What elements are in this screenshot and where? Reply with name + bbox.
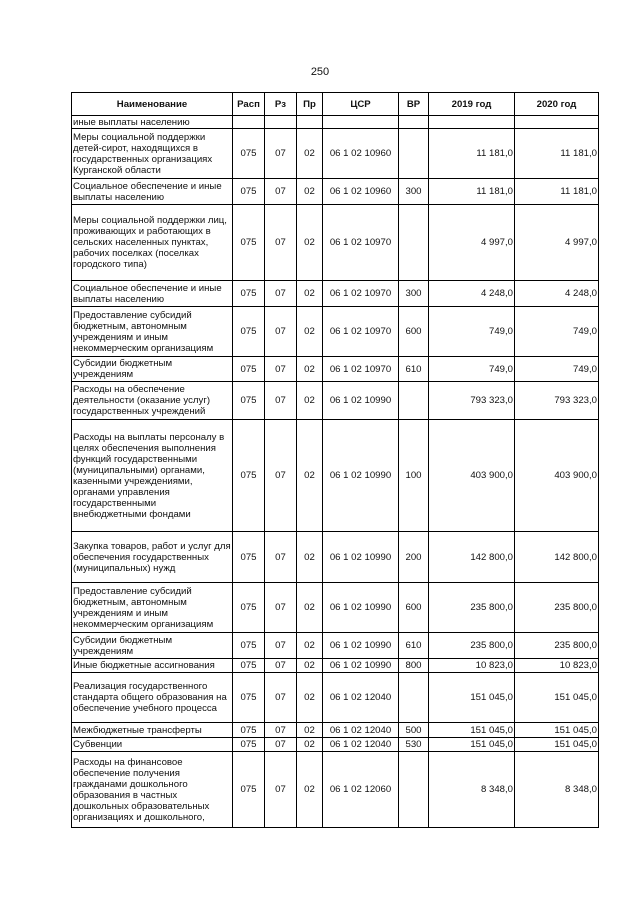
row-name: Социальное обеспечение и иные выплаты населению — [72, 281, 233, 307]
row-rz: 07 — [265, 723, 297, 738]
table-row — [72, 532, 599, 583]
table-header — [72, 93, 599, 116]
row-rasp: 075 — [233, 723, 265, 738]
row-vr: 610 — [399, 633, 429, 659]
row-pr: 02 — [297, 723, 323, 738]
row-2019: 235 800,0 — [429, 583, 515, 633]
row-rz: 07 — [265, 129, 297, 179]
row-2019: 11 181,0 — [429, 179, 515, 205]
row-pr: 02 — [297, 281, 323, 307]
header-2020: 2020 год — [515, 93, 599, 116]
row-rasp: 075 — [233, 382, 265, 420]
table-row — [72, 205, 599, 281]
row-vr — [399, 382, 429, 420]
row-rasp: 075 — [233, 307, 265, 357]
row-2019: 4 997,0 — [429, 205, 515, 281]
row-2020: 10 823,0 — [515, 659, 599, 673]
row-csr: 06 1 02 12060 — [323, 752, 399, 828]
page-number: 250 — [310, 66, 330, 78]
row-rz: 07 — [265, 179, 297, 205]
row-2020: 235 800,0 — [515, 633, 599, 659]
row-csr: 06 1 02 10990 — [323, 420, 399, 532]
row-rz: 07 — [265, 532, 297, 583]
row-2019: 151 045,0 — [429, 673, 515, 723]
row-name: Предоставление субсидий бюджетным, автономным учреждениям и иным некоммерческим организациям — [72, 307, 233, 357]
row-rz: 07 — [265, 752, 297, 828]
row-rz: 07 — [265, 738, 297, 752]
row-2020 — [515, 116, 599, 129]
row-pr: 02 — [297, 673, 323, 723]
row-2019: 8 348,0 — [429, 752, 515, 828]
row-2019: 403 900,0 — [429, 420, 515, 532]
row-name: Предоставление субсидий бюджетным, автономным учреждениям и иным некоммерческим организациям — [72, 583, 233, 633]
header-pr: Пр — [297, 93, 323, 116]
table-row — [72, 382, 599, 420]
table-row — [72, 129, 599, 179]
row-csr — [323, 116, 399, 129]
row-rz: 07 — [265, 205, 297, 281]
row-2020: 4 248,0 — [515, 281, 599, 307]
row-vr — [399, 116, 429, 129]
row-rz: 07 — [265, 659, 297, 673]
row-pr: 02 — [297, 752, 323, 828]
row-name: Расходы на финансовое обеспечение получения гражданами дошкольного образования в частных дошкольных образовательных организациях и дошкольного, — [72, 752, 233, 828]
header-csr: ЦСР — [323, 93, 399, 116]
row-rz: 07 — [265, 382, 297, 420]
row-name: Субсидии бюджетным учреждениям — [72, 633, 233, 659]
row-rz: 07 — [265, 633, 297, 659]
row-pr: 02 — [297, 205, 323, 281]
row-2020: 11 181,0 — [515, 129, 599, 179]
row-rz — [265, 116, 297, 129]
row-rz: 07 — [265, 420, 297, 532]
row-vr: 610 — [399, 357, 429, 382]
table-row — [72, 179, 599, 205]
row-2019 — [429, 116, 515, 129]
row-2019: 235 800,0 — [429, 633, 515, 659]
row-rasp: 075 — [233, 205, 265, 281]
table-row — [72, 307, 599, 357]
row-csr: 06 1 02 10970 — [323, 307, 399, 357]
row-rasp: 075 — [233, 129, 265, 179]
row-rz: 07 — [265, 307, 297, 357]
table-row — [72, 738, 599, 752]
row-2020: 142 800,0 — [515, 532, 599, 583]
row-2020: 151 045,0 — [515, 673, 599, 723]
row-rasp: 075 — [233, 738, 265, 752]
header-name: Наименование — [72, 93, 233, 116]
row-name: Субсидии бюджетным учреждениям — [72, 357, 233, 382]
row-csr: 06 1 02 12040 — [323, 673, 399, 723]
row-name: Социальное обеспечение и иные выплаты населению — [72, 179, 233, 205]
row-rz: 07 — [265, 281, 297, 307]
row-pr: 02 — [297, 307, 323, 357]
table-row — [72, 281, 599, 307]
row-csr: 06 1 02 12040 — [323, 738, 399, 752]
row-name: иные выплаты населению — [72, 116, 233, 129]
row-pr: 02 — [297, 179, 323, 205]
row-rasp: 075 — [233, 532, 265, 583]
row-2019: 11 181,0 — [429, 129, 515, 179]
row-pr: 02 — [297, 659, 323, 673]
row-2020: 151 045,0 — [515, 738, 599, 752]
row-2020: 793 323,0 — [515, 382, 599, 420]
row-name: Меры социальной поддержки лиц, проживающих и работающих в сельских населенных пунктах, рабочих поселках (поселках городского типа) — [72, 205, 233, 281]
row-csr: 06 1 02 10970 — [323, 281, 399, 307]
row-rz: 07 — [265, 583, 297, 633]
header-vr: ВР — [399, 93, 429, 116]
row-vr: 800 — [399, 659, 429, 673]
row-vr: 600 — [399, 307, 429, 357]
row-2019: 749,0 — [429, 307, 515, 357]
row-csr: 06 1 02 10960 — [323, 179, 399, 205]
header-rasp: Расп — [233, 93, 265, 116]
row-vr — [399, 129, 429, 179]
table-row — [72, 723, 599, 738]
row-vr — [399, 752, 429, 828]
row-name: Межбюджетные трансферты — [72, 723, 233, 738]
row-pr: 02 — [297, 633, 323, 659]
row-2019: 749,0 — [429, 357, 515, 382]
table-row — [72, 583, 599, 633]
row-csr: 06 1 02 10960 — [323, 129, 399, 179]
row-rasp: 075 — [233, 633, 265, 659]
row-rz: 07 — [265, 357, 297, 382]
table-row — [72, 116, 599, 129]
row-csr: 06 1 02 10990 — [323, 382, 399, 420]
row-2019: 4 248,0 — [429, 281, 515, 307]
header-rz: Рз — [265, 93, 297, 116]
row-rasp: 075 — [233, 752, 265, 828]
row-rasp: 075 — [233, 281, 265, 307]
row-csr: 06 1 02 10970 — [323, 357, 399, 382]
row-vr: 530 — [399, 738, 429, 752]
row-pr — [297, 116, 323, 129]
row-vr: 300 — [399, 281, 429, 307]
row-rasp: 075 — [233, 420, 265, 532]
row-pr: 02 — [297, 382, 323, 420]
row-pr: 02 — [297, 532, 323, 583]
row-2020: 151 045,0 — [515, 723, 599, 738]
header-2019: 2019 год — [429, 93, 515, 116]
table-row — [72, 357, 599, 382]
row-name: Расходы на обеспечение деятельности (оказание услуг) государственных учреждений — [72, 382, 233, 420]
row-name: Субвенции — [72, 738, 233, 752]
row-2020: 11 181,0 — [515, 179, 599, 205]
row-rasp: 075 — [233, 583, 265, 633]
row-2020: 235 800,0 — [515, 583, 599, 633]
row-pr: 02 — [297, 357, 323, 382]
row-2020: 8 348,0 — [515, 752, 599, 828]
table-row — [72, 752, 599, 828]
row-name: Закупка товаров, работ и услуг для обеспечения государственных (муниципальных) нужд — [72, 532, 233, 583]
row-rasp: 075 — [233, 179, 265, 205]
row-2020: 4 997,0 — [515, 205, 599, 281]
row-vr: 100 — [399, 420, 429, 532]
row-csr: 06 1 02 10990 — [323, 532, 399, 583]
table-row — [72, 420, 599, 532]
row-rasp: 075 — [233, 659, 265, 673]
row-2020: 749,0 — [515, 357, 599, 382]
row-2019: 10 823,0 — [429, 659, 515, 673]
row-vr — [399, 205, 429, 281]
table-row — [72, 673, 599, 723]
row-2019: 151 045,0 — [429, 723, 515, 738]
row-rasp: 075 — [233, 357, 265, 382]
row-2019: 151 045,0 — [429, 738, 515, 752]
row-2019: 142 800,0 — [429, 532, 515, 583]
row-name: Расходы на выплаты персоналу в целях обеспечения выполнения функций государственными (муниципальными) органами, казенными учреждениями, органами управления государственными внебюджетными фондами — [72, 420, 233, 532]
row-rasp — [233, 116, 265, 129]
row-pr: 02 — [297, 129, 323, 179]
budget-table — [71, 92, 599, 828]
table-row — [72, 659, 599, 673]
table-row — [72, 633, 599, 659]
row-2019: 793 323,0 — [429, 382, 515, 420]
row-2020: 749,0 — [515, 307, 599, 357]
row-name: Меры социальной поддержки детей-сирот, находящихся в государственных организациях Курганской области — [72, 129, 233, 179]
table-body — [72, 116, 599, 828]
row-vr: 300 — [399, 179, 429, 205]
row-csr: 06 1 02 12040 — [323, 723, 399, 738]
row-csr: 06 1 02 10990 — [323, 659, 399, 673]
row-vr: 600 — [399, 583, 429, 633]
row-csr: 06 1 02 10990 — [323, 583, 399, 633]
row-pr: 02 — [297, 420, 323, 532]
row-name: Иные бюджетные ассигнования — [72, 659, 233, 673]
header-row — [72, 93, 599, 116]
row-rasp: 075 — [233, 673, 265, 723]
row-2020: 403 900,0 — [515, 420, 599, 532]
row-pr: 02 — [297, 738, 323, 752]
row-vr: 500 — [399, 723, 429, 738]
row-pr: 02 — [297, 583, 323, 633]
row-csr: 06 1 02 10990 — [323, 633, 399, 659]
row-vr — [399, 673, 429, 723]
row-vr: 200 — [399, 532, 429, 583]
row-csr: 06 1 02 10970 — [323, 205, 399, 281]
row-rz: 07 — [265, 673, 297, 723]
row-name: Реализация государственного стандарта общего образования на обеспечение учебного процесса — [72, 673, 233, 723]
